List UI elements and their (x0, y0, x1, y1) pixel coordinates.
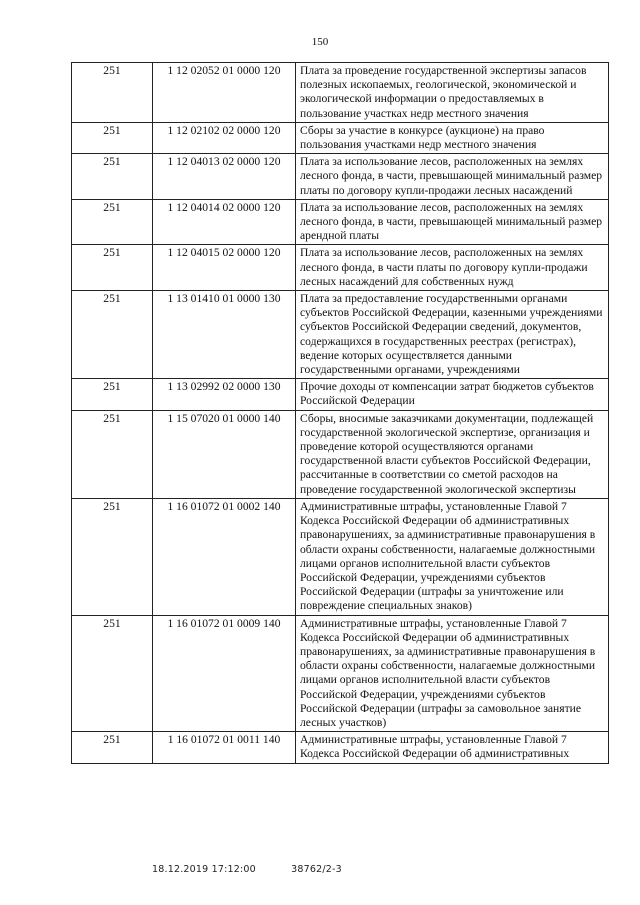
revenue-code-cell: 1 16 01072 01 0011 140 (153, 732, 296, 763)
admin-code-cell: 251 (72, 410, 153, 498)
revenue-code-cell: 1 12 04014 02 0000 120 (153, 199, 296, 245)
table-row (72, 122, 609, 153)
table-row (72, 291, 609, 379)
revenue-code-cell: 1 12 02052 01 0000 120 (153, 63, 296, 123)
table-row (72, 615, 609, 732)
revenue-name-cell: Плата за использование лесов, расположенных на землях лесного фонда, в части платы по договору купли-продажи лесных насаждений для собственных нужд (296, 245, 609, 291)
table-body (72, 63, 609, 764)
table-row (72, 63, 609, 123)
revenue-code-cell: 1 16 01072 01 0009 140 (153, 615, 296, 732)
admin-code-cell: 251 (72, 245, 153, 291)
revenue-name-cell: Административные штрафы, установленные Главой 7 Кодекса Российской Федерации об административных (296, 732, 609, 763)
revenue-name-cell: Административные штрафы, установленные Главой 7 Кодекса Российской Федерации об административных правонарушениях, за административные правонарушения в области охраны собственности, налагаемые должностными лицами органов исполнительной власти субъектов Российской Федерации, учреждениями субъектов Российской Федерации (штрафы за уничтожение или повреждение специальных знаков) (296, 498, 609, 615)
revenue-name-cell: Плата за предоставление государственными органами субъектов Российской Федерации, казенными учреждениями субъектов Российской Федерации сведений, документов, содержащихся в государственных реестрах (регистрах), ведение которых осуществляется данными государственными органами, учреждениями (296, 291, 609, 379)
admin-code-cell: 251 (72, 615, 153, 732)
revenue-codes-table (71, 62, 609, 764)
admin-code-cell: 251 (72, 63, 153, 123)
admin-code-cell: 251 (72, 291, 153, 379)
revenue-code-cell: 1 13 01410 01 0000 130 (153, 291, 296, 379)
admin-code-cell: 251 (72, 122, 153, 153)
table-row (72, 410, 609, 498)
revenue-name-cell: Сборы, вносимые заказчиками документации, подлежащей государственной экологической экспертизе, организация и проведение которой осуществляются органами государственной власти субъектов Российской Федерации, рассчитанные в соответствии со сметой расходов на проведение государственной экологической экспертизы (296, 410, 609, 498)
revenue-name-cell: Плата за использование лесов, расположенных на землях лесного фонда, в части, превышающей минимальный размер платы по договору купли-продажи лесных насаждений (296, 154, 609, 200)
admin-code-cell: 251 (72, 379, 153, 410)
revenue-code-cell: 1 12 04015 02 0000 120 (153, 245, 296, 291)
admin-code-cell: 251 (72, 732, 153, 763)
revenue-code-cell: 1 13 02992 02 0000 130 (153, 379, 296, 410)
revenue-code-cell: 1 12 02102 02 0000 120 (153, 122, 296, 153)
revenue-name-cell: Сборы за участие в конкурсе (аукционе) на право пользования участками недр местного значения (296, 122, 609, 153)
footer-timestamp: 18.12.2019 17:12:00 (152, 864, 256, 875)
admin-code-cell: 251 (72, 498, 153, 615)
table-row (72, 498, 609, 615)
revenue-name-cell: Плата за проведение государственной экспертизы запасов полезных ископаемых, геологической, экономической и экологической информации о предоставляемых в пользование участках недр местного значения (296, 63, 609, 123)
admin-code-cell: 251 (72, 199, 153, 245)
revenue-name-cell: Плата за использование лесов, расположенных на землях лесного фонда, в части, превышающей минимальный размер арендной платы (296, 199, 609, 245)
table-row (72, 245, 609, 291)
revenue-code-cell: 1 12 04013 02 0000 120 (153, 154, 296, 200)
footer-document-id: 38762/2-3 (291, 864, 342, 875)
revenue-code-cell: 1 16 01072 01 0002 140 (153, 498, 296, 615)
table-row (72, 379, 609, 410)
document-footer (152, 864, 374, 875)
revenue-name-cell: Прочие доходы от компенсации затрат бюджетов субъектов Российской Федерации (296, 379, 609, 410)
page-number: 150 (311, 36, 329, 48)
table-row (72, 154, 609, 200)
admin-code-cell: 251 (72, 154, 153, 200)
table-row (72, 732, 609, 763)
revenue-code-cell: 1 15 07020 01 0000 140 (153, 410, 296, 498)
table-row (72, 199, 609, 245)
revenue-name-cell: Административные штрафы, установленные Главой 7 Кодекса Российской Федерации об административных правонарушениях, за административные правонарушения в области охраны собственности, налагаемые должностными лицами органов исполнительной власти субъектов Российской Федерации, учреждениями субъектов Российской Федерации (штрафы за самовольное занятие лесных участков) (296, 615, 609, 732)
